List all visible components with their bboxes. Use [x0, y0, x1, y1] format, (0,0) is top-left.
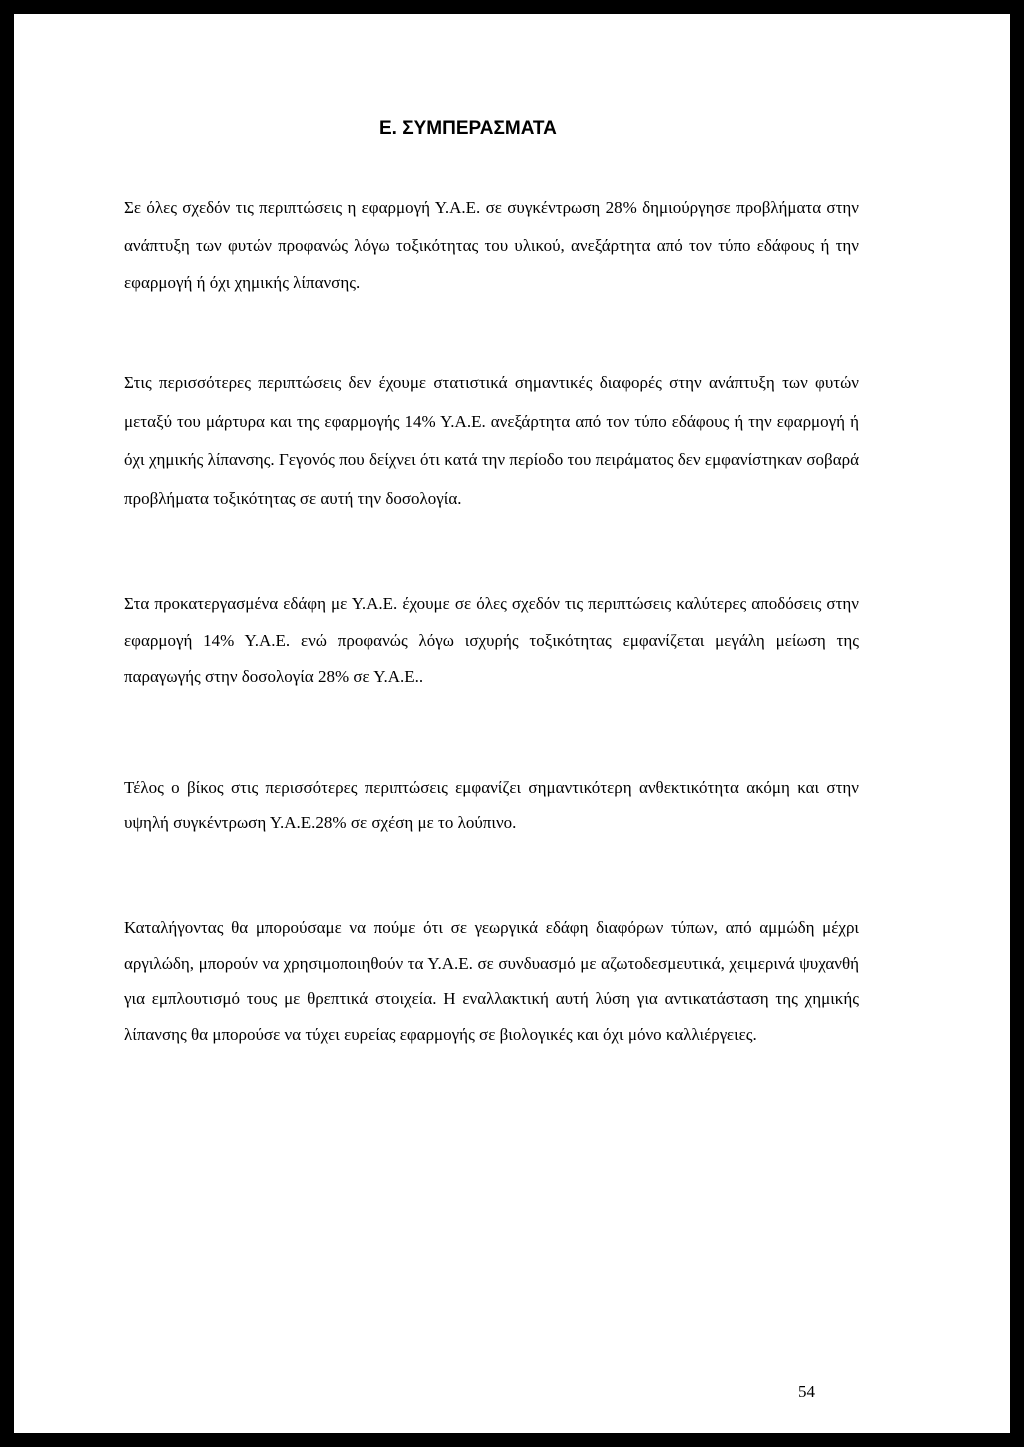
page-number: 54 [798, 1382, 815, 1401]
paragraph-1: Σε όλες σχεδόν τις περιπτώσεις η εφαρμογή Υ.Α.Ε. σε συγκέντρωση 28% δημιούργησε προβλήματα στην ανάπτυξη των φυτών προφανώς λόγω τοξικότητας του υλικού, ανεξάρτητα από τον τύπο εδάφους ή την εφαρμογή ή όχι χημικής λίπανσης. [124, 198, 859, 292]
paragraph-3: Στα προκατεργασμένα εδάφη με Υ.Α.Ε. έχουμε σε όλες σχεδόν τις περιπτώσεις καλύτερες αποδόσεις στην εφαρμογή 14% Υ.Α.Ε. ενώ προφανώς λόγω ισχυρής τοξικότητας εμφανίζεται μεγάλη μείωση της παραγωγής στην δοσολογία 28% σε Υ.Α.Ε.. [124, 594, 859, 686]
paragraph-4: Τέλος ο βίκος στις περισσότερες περιπτώσεις εμφανίζει σημαντικότερη ανθεκτικότητα ακόμη και στην υψηλή συγκέντρωση Υ.Α.Ε.28% σε σχέση με το λούπινο. [124, 778, 859, 832]
paragraph-5: Καταλήγοντας θα μπορούσαμε να πούμε ότι σε γεωργικά εδάφη διαφόρων τύπων, από αμμώδη μέχρι αργιλώδη, μπορούν να χρησιμοποιηθούν τα Υ.Α.Ε. σε συνδυασμό με αζωτοδεσμευτικά, χειμερινά ψυχανθή για εμπλουτισμό τους με θρεπτικά στοιχεία. Η εναλλακτική αυτή λύση για αντικατάσταση της χημικής λίπανσης θα μπορούσε να τύχει ευρείας εφαρμογής σε βιολογικές και όχι μόνο καλλιέργειες. [124, 918, 859, 1044]
paragraph-2: Στις περισσότερες περιπτώσεις δεν έχουμε στατιστικά σημαντικές διαφορές στην ανάπτυξη των φυτών μεταξύ του μάρτυρα και της εφαρμογής 14% Υ.Α.Ε. ανεξάρτητα από τον τύπο εδάφους ή την εφαρμογή ή όχι χημικής λίπανσης. Γεγονός που δείχνει ότι κατά την περίοδο του πειράματος δεν εμφανίστηκαν σοβαρά προβλήματα τοξικότητας σε αυτή την δοσολογία. [124, 373, 859, 508]
document-page [14, 14, 1010, 1433]
section-heading: Ε. ΣΥΜΠΕΡΑΣΜΑΤΑ [379, 118, 557, 139]
